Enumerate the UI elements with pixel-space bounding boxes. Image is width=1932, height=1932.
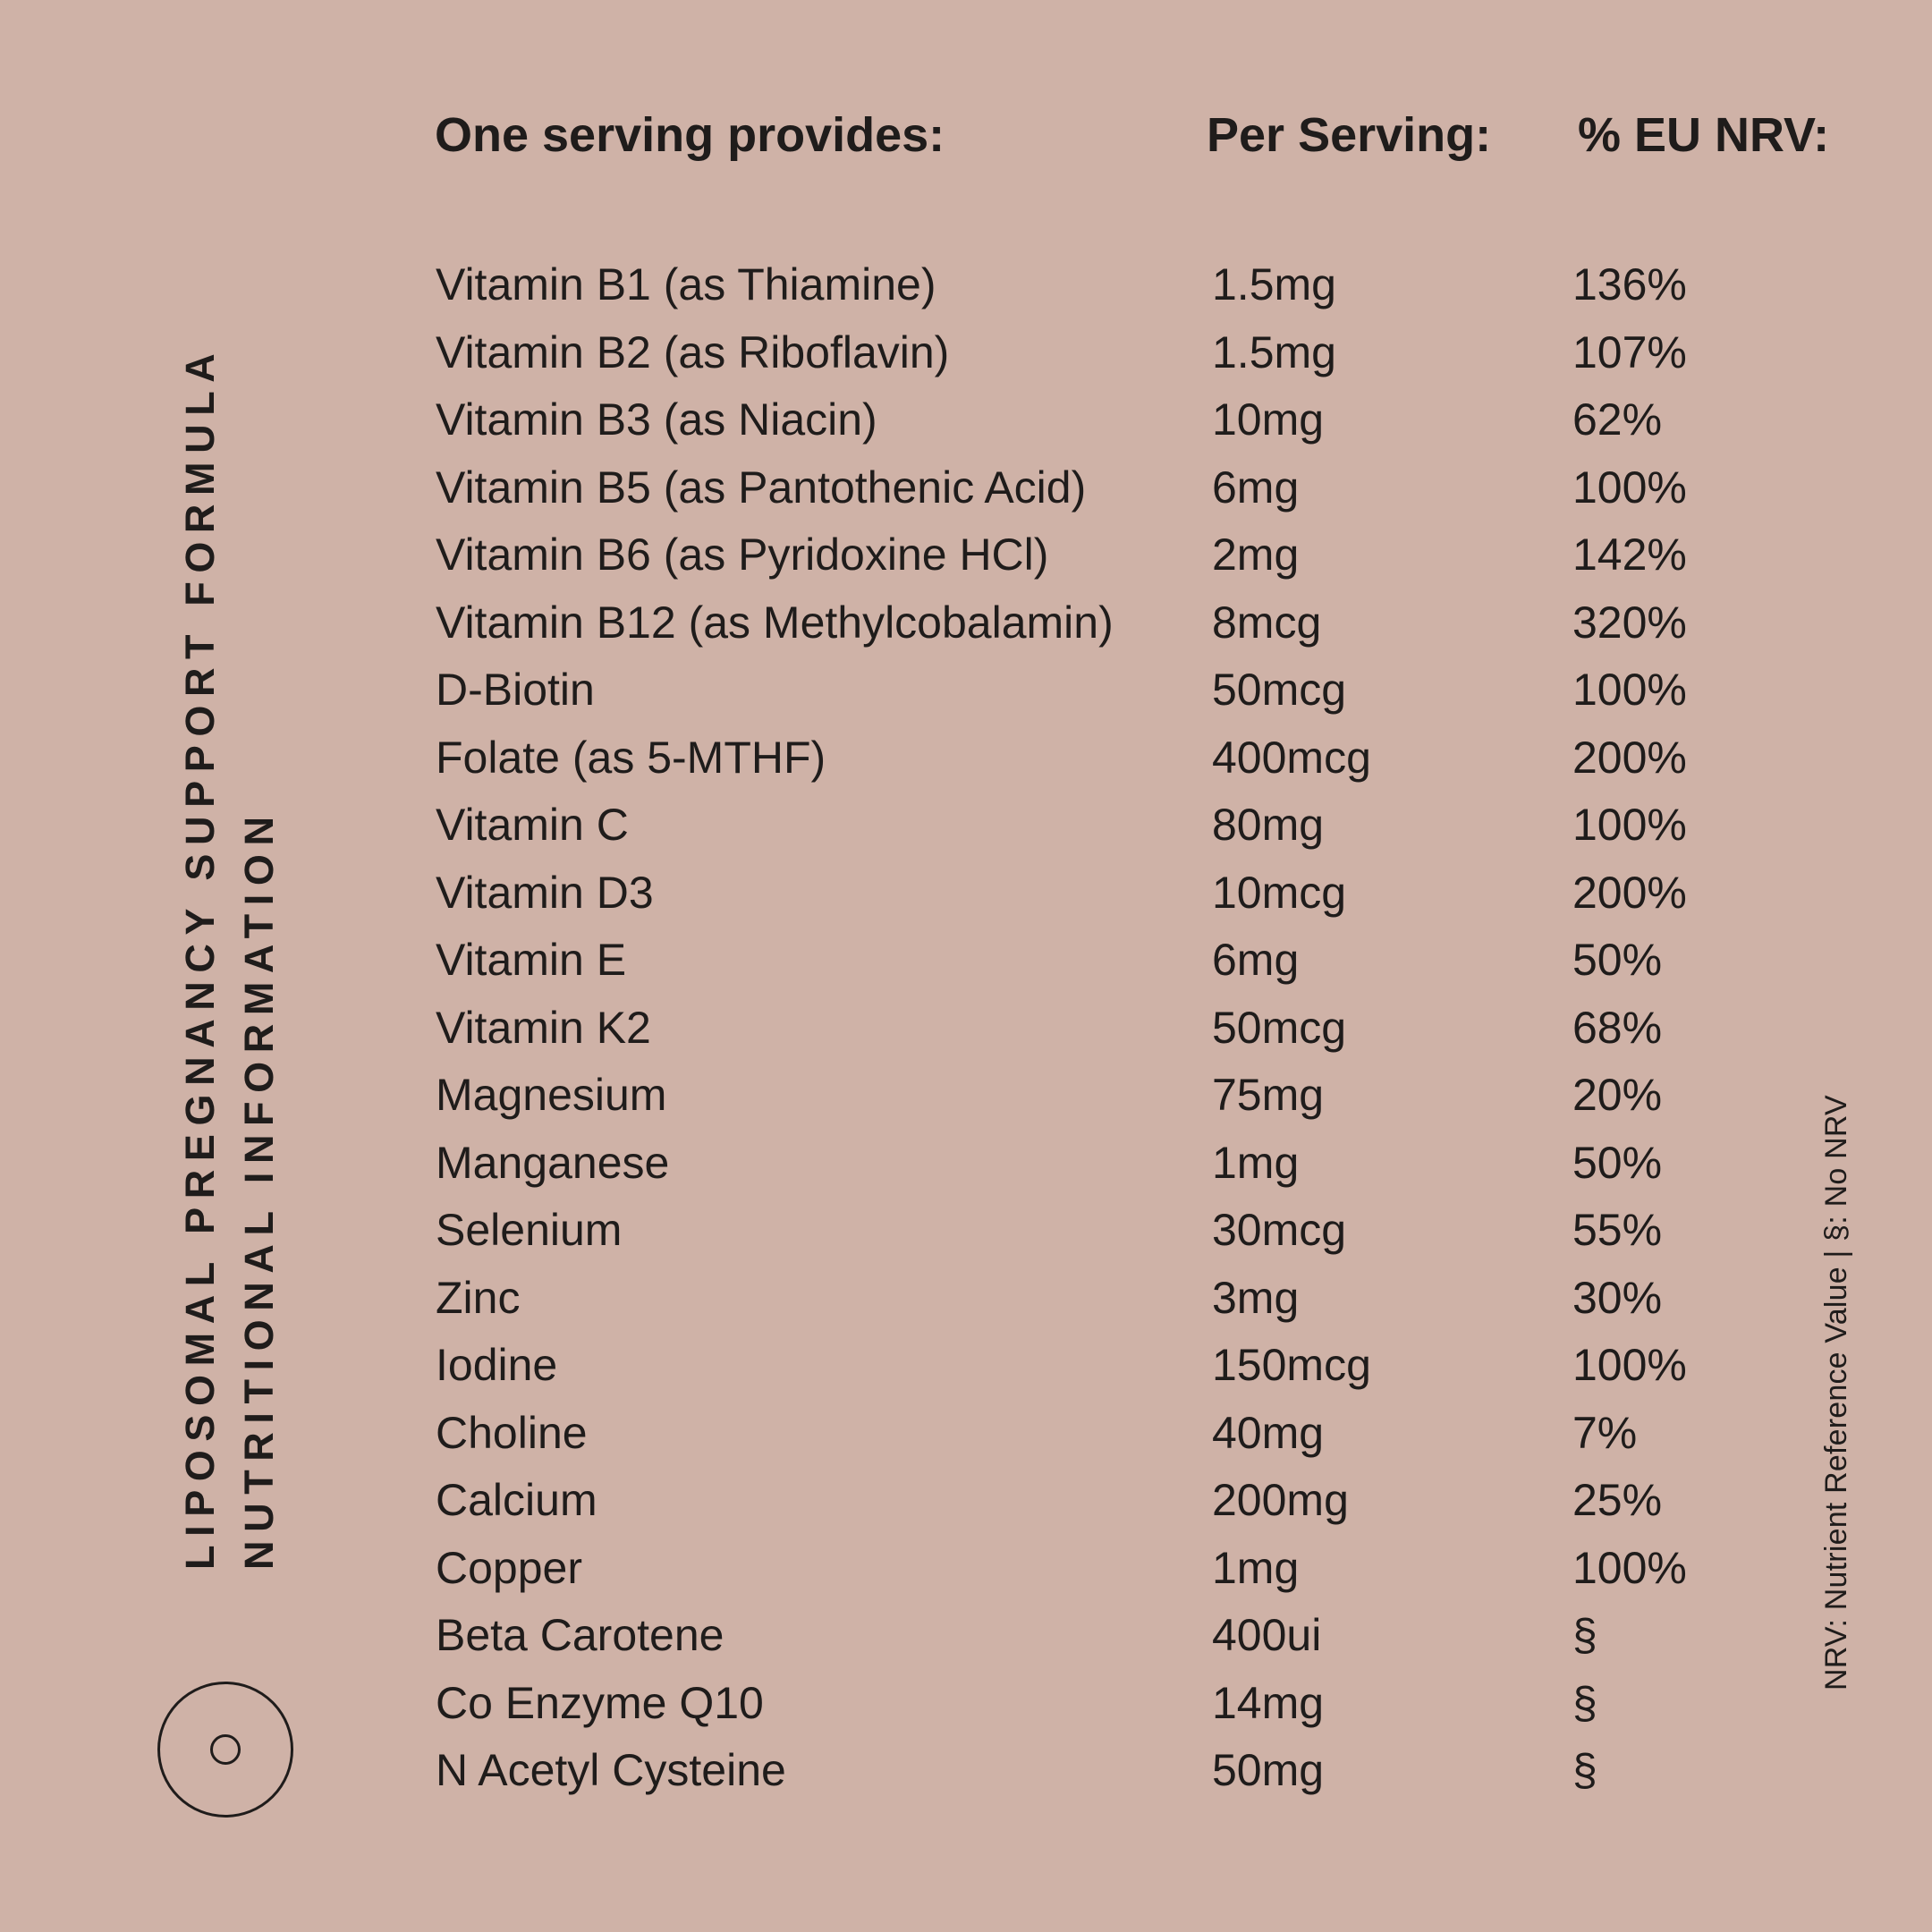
per-serving-value: 80mg: [1212, 800, 1325, 850]
nrv-value: 50%: [1572, 1137, 1663, 1188]
table-row: [0, 1405, 1932, 1473]
nutrient-name: Manganese: [436, 1137, 670, 1188]
nutrient-table: [0, 257, 1932, 1810]
nutrient-name: Vitamin B12 (as Methylcobalamin): [436, 597, 1114, 648]
nrv-value: 200%: [1572, 867, 1687, 918]
nutrient-name: Vitamin B5 (as Pantothenic Acid): [436, 462, 1087, 513]
circle-logo-icon: [157, 1682, 293, 1818]
table-row: [0, 595, 1932, 663]
table-row: [0, 1540, 1932, 1608]
table-row: [0, 865, 1932, 933]
per-serving-value: 10mg: [1212, 394, 1325, 445]
nutrient-name: D-Biotin: [436, 665, 595, 715]
header-nutrient: One serving provides:: [435, 108, 945, 162]
nrv-value: 55%: [1572, 1205, 1663, 1255]
nrv-footnote: NRV: Nutrient Reference Value | §: No NRV: [1819, 1095, 1853, 1690]
table-row: [0, 932, 1932, 1000]
table-row: [0, 1202, 1932, 1270]
nrv-value: 62%: [1572, 394, 1663, 445]
nrv-value: 25%: [1572, 1475, 1663, 1525]
nutrient-name: Vitamin B6 (as Pyridoxine HCl): [436, 530, 1049, 580]
nutrient-name: Co Enzyme Q10: [436, 1677, 764, 1728]
per-serving-value: 150mcg: [1212, 1340, 1371, 1390]
per-serving-value: 8mcg: [1212, 597, 1322, 648]
nutrient-name: Folate (as 5-MTHF): [436, 732, 826, 783]
table-row: [0, 1472, 1932, 1540]
nutrient-name: Calcium: [436, 1475, 597, 1525]
per-serving-value: 2mg: [1212, 530, 1300, 580]
nutrient-name: Vitamin D3: [436, 867, 654, 918]
section-title: NUTRITIONAL INFORMATION: [236, 808, 282, 1570]
table-row: [0, 1000, 1932, 1068]
nutrient-name: Vitamin B3 (as Niacin): [436, 394, 877, 445]
nutrient-name: Choline: [436, 1407, 588, 1458]
table-row: [0, 797, 1932, 865]
nutrient-name: Iodine: [436, 1340, 558, 1390]
product-title: LIPOSOMAL PREGNANCY SUPPORT FORMULA: [177, 344, 223, 1570]
nutrient-name: Vitamin C: [436, 800, 629, 850]
nutrient-name: Beta Carotene: [436, 1610, 724, 1660]
nrv-value: 7%: [1572, 1407, 1638, 1458]
header-nrv: % EU NRV:: [1578, 108, 1830, 162]
table-row: [0, 662, 1932, 730]
nrv-value: 30%: [1572, 1272, 1663, 1323]
table-row: [0, 1337, 1932, 1405]
table-row: [0, 1270, 1932, 1338]
per-serving-value: 1.5mg: [1212, 326, 1336, 377]
per-serving-value: 50mg: [1212, 1745, 1325, 1795]
nrv-value: 100%: [1572, 462, 1687, 513]
per-serving-value: 30mcg: [1212, 1205, 1347, 1255]
table-row: [0, 460, 1932, 528]
nutrient-name: Vitamin E: [436, 935, 627, 985]
nutrient-name: Vitamin B2 (as Riboflavin): [436, 326, 950, 377]
nrv-value: 100%: [1572, 1340, 1687, 1390]
table-row: [0, 730, 1932, 798]
nutrient-name: Zinc: [436, 1272, 521, 1323]
per-serving-value: 200mg: [1212, 1475, 1349, 1525]
nrv-value: 100%: [1572, 1542, 1687, 1593]
nrv-value: 50%: [1572, 935, 1663, 985]
per-serving-value: 40mg: [1212, 1407, 1325, 1458]
per-serving-value: 1mg: [1212, 1137, 1300, 1188]
nutrient-name: Copper: [436, 1542, 582, 1593]
per-serving-value: 400ui: [1212, 1610, 1322, 1660]
per-serving-value: 50mcg: [1212, 665, 1347, 715]
per-serving-value: 6mg: [1212, 935, 1300, 985]
table-row: [0, 1135, 1932, 1203]
per-serving-value: 3mg: [1212, 1272, 1300, 1323]
per-serving-value: 10mcg: [1212, 867, 1347, 918]
nrv-value: 100%: [1572, 800, 1687, 850]
nrv-value: 142%: [1572, 530, 1687, 580]
per-serving-value: 400mcg: [1212, 732, 1371, 783]
nrv-value: §: [1572, 1610, 1597, 1660]
per-serving-value: 1.5mg: [1212, 259, 1336, 309]
per-serving-value: 75mg: [1212, 1070, 1325, 1120]
nutrient-name: Selenium: [436, 1205, 623, 1255]
nrv-value: 107%: [1572, 326, 1687, 377]
nrv-value: 68%: [1572, 1002, 1663, 1053]
nutrient-name: Magnesium: [436, 1070, 667, 1120]
table-row: [0, 325, 1932, 393]
table-row: [0, 527, 1932, 595]
table-row: [0, 392, 1932, 460]
inner-circle-icon: [210, 1734, 241, 1765]
nrv-value: 100%: [1572, 665, 1687, 715]
nutrient-name: Vitamin K2: [436, 1002, 651, 1053]
per-serving-value: 14mg: [1212, 1677, 1325, 1728]
nutrient-name: N Acetyl Cysteine: [436, 1745, 786, 1795]
per-serving-value: 1mg: [1212, 1542, 1300, 1593]
nrv-value: §: [1572, 1745, 1597, 1795]
table-row: [0, 1607, 1932, 1675]
nrv-value: 320%: [1572, 597, 1687, 648]
per-serving-value: 6mg: [1212, 462, 1300, 513]
nutrient-name: Vitamin B1 (as Thiamine): [436, 259, 936, 309]
nrv-value: 20%: [1572, 1070, 1663, 1120]
nrv-value: §: [1572, 1677, 1597, 1728]
nrv-value: 200%: [1572, 732, 1687, 783]
per-serving-value: 50mcg: [1212, 1002, 1347, 1053]
table-row: [0, 257, 1932, 325]
nrv-value: 136%: [1572, 259, 1687, 309]
table-row: [0, 1067, 1932, 1135]
header-per-serving: Per Serving:: [1207, 108, 1492, 162]
